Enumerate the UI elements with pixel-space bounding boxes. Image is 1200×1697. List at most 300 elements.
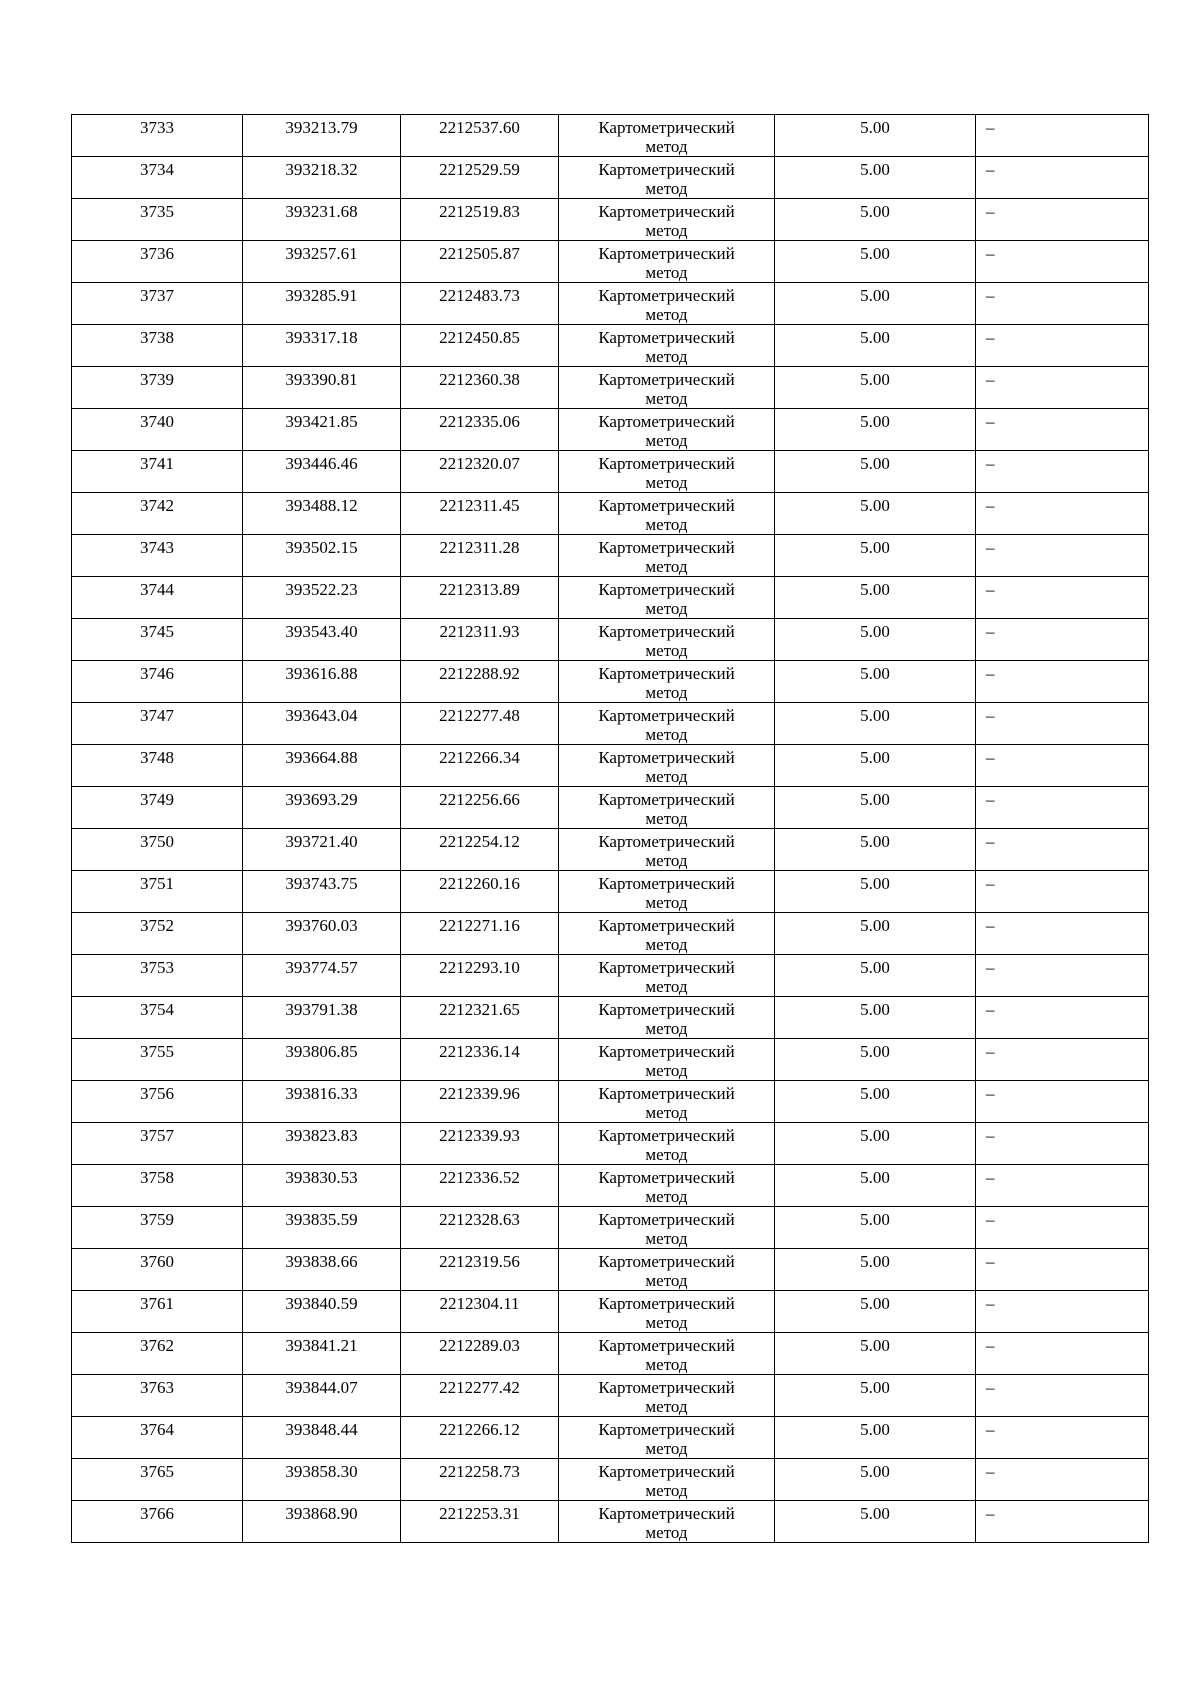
description-cell-text: – [986, 412, 995, 431]
precision-cell [775, 157, 976, 199]
method-cell [559, 535, 775, 577]
y-coordinate-cell-text: 2212519.83 [439, 202, 520, 221]
method-cell-text: Картометрический метод [598, 286, 735, 324]
description-cell-text: – [986, 1126, 995, 1145]
table-row [72, 577, 1149, 619]
x-coordinate-cell-text: 393213.79 [285, 118, 358, 137]
description-cell [976, 661, 1149, 703]
y-coordinate-cell [401, 367, 559, 409]
point-number-cell [72, 871, 243, 913]
point-number-cell [72, 157, 243, 199]
description-cell-text: – [986, 160, 995, 179]
x-coordinate-cell-text: 393840.59 [285, 1294, 358, 1313]
method-cell-text: Картометрический метод [598, 874, 735, 912]
description-cell [976, 283, 1149, 325]
precision-cell [775, 325, 976, 367]
precision-cell [775, 829, 976, 871]
y-coordinate-cell [401, 913, 559, 955]
method-cell [559, 115, 775, 157]
table-row [72, 955, 1149, 997]
precision-cell-text: 5.00 [860, 916, 890, 935]
precision-cell [775, 1291, 976, 1333]
x-coordinate-cell-text: 393488.12 [285, 496, 358, 515]
point-number-cell-text: 3754 [140, 1000, 174, 1019]
point-number-cell [72, 829, 243, 871]
y-coordinate-cell [401, 1459, 559, 1501]
table-row [72, 1123, 1149, 1165]
description-cell [976, 325, 1149, 367]
description-cell [976, 1081, 1149, 1123]
description-cell [976, 871, 1149, 913]
x-coordinate-cell-text: 393830.53 [285, 1168, 358, 1187]
method-cell [559, 367, 775, 409]
point-number-cell [72, 115, 243, 157]
description-cell-text: – [986, 916, 995, 935]
point-number-cell [72, 409, 243, 451]
precision-cell-text: 5.00 [860, 622, 890, 641]
y-coordinate-cell [401, 1291, 559, 1333]
x-coordinate-cell [243, 283, 401, 325]
method-cell-text: Картометрический метод [598, 1084, 735, 1122]
x-coordinate-cell-text: 393522.23 [285, 580, 358, 599]
point-number-cell-text: 3751 [140, 874, 174, 893]
precision-cell-text: 5.00 [860, 454, 890, 473]
method-cell [559, 1249, 775, 1291]
method-cell [559, 283, 775, 325]
precision-cell-text: 5.00 [860, 1420, 890, 1439]
precision-cell [775, 451, 976, 493]
description-cell [976, 577, 1149, 619]
description-cell [976, 787, 1149, 829]
table-row [72, 241, 1149, 283]
table-row [72, 451, 1149, 493]
method-cell [559, 787, 775, 829]
point-number-cell-text: 3745 [140, 622, 174, 641]
method-cell [559, 1165, 775, 1207]
y-coordinate-cell-text: 2212293.10 [439, 958, 520, 977]
description-cell-text: – [986, 118, 995, 137]
method-cell-text: Картометрический метод [598, 160, 735, 198]
x-coordinate-cell [243, 703, 401, 745]
y-coordinate-cell-text: 2212266.12 [439, 1420, 520, 1439]
x-coordinate-cell-text: 393774.57 [285, 958, 358, 977]
precision-cell [775, 1417, 976, 1459]
method-cell [559, 1501, 775, 1543]
precision-cell-text: 5.00 [860, 370, 890, 389]
y-coordinate-cell [401, 409, 559, 451]
y-coordinate-cell-text: 2212320.07 [439, 454, 520, 473]
description-cell-text: – [986, 454, 995, 473]
method-cell [559, 409, 775, 451]
table-row [72, 1333, 1149, 1375]
x-coordinate-cell [243, 1207, 401, 1249]
description-cell-text: – [986, 496, 995, 515]
x-coordinate-cell-text: 393760.03 [285, 916, 358, 935]
x-coordinate-cell [243, 367, 401, 409]
point-number-cell [72, 283, 243, 325]
point-number-cell [72, 325, 243, 367]
precision-cell-text: 5.00 [860, 244, 890, 263]
method-cell-text: Картометрический метод [598, 1378, 735, 1416]
y-coordinate-cell-text: 2212256.66 [439, 790, 520, 809]
x-coordinate-cell [243, 451, 401, 493]
precision-cell-text: 5.00 [860, 832, 890, 851]
precision-cell [775, 409, 976, 451]
table-row [72, 745, 1149, 787]
x-coordinate-cell [243, 661, 401, 703]
precision-cell-text: 5.00 [860, 538, 890, 557]
x-coordinate-cell-text: 393791.38 [285, 1000, 358, 1019]
x-coordinate-cell [243, 1501, 401, 1543]
y-coordinate-cell-text: 2212289.03 [439, 1336, 520, 1355]
precision-cell [775, 1501, 976, 1543]
point-number-cell [72, 1417, 243, 1459]
precision-cell [775, 619, 976, 661]
x-coordinate-cell-text: 393838.66 [285, 1252, 358, 1271]
table-row [72, 1291, 1149, 1333]
x-coordinate-cell [243, 1039, 401, 1081]
method-cell-text: Картометрический метод [598, 916, 735, 954]
method-cell [559, 1375, 775, 1417]
point-number-cell [72, 199, 243, 241]
table-row [72, 157, 1149, 199]
method-cell-text: Картометрический метод [598, 1252, 735, 1290]
y-coordinate-cell [401, 997, 559, 1039]
description-cell [976, 115, 1149, 157]
coordinates-table-body [72, 115, 1149, 1543]
method-cell [559, 955, 775, 997]
precision-cell-text: 5.00 [860, 1462, 890, 1481]
precision-cell [775, 1249, 976, 1291]
x-coordinate-cell [243, 241, 401, 283]
x-coordinate-cell [243, 1291, 401, 1333]
y-coordinate-cell [401, 325, 559, 367]
description-cell-text: – [986, 958, 995, 977]
precision-cell-text: 5.00 [860, 1126, 890, 1145]
y-coordinate-cell [401, 1081, 559, 1123]
x-coordinate-cell-text: 393841.21 [285, 1336, 358, 1355]
precision-cell-text: 5.00 [860, 874, 890, 893]
method-cell-text: Картометрический метод [598, 1462, 735, 1500]
method-cell-text: Картометрический метод [598, 664, 735, 702]
x-coordinate-cell-text: 393868.90 [285, 1504, 358, 1523]
x-coordinate-cell [243, 1165, 401, 1207]
y-coordinate-cell [401, 661, 559, 703]
x-coordinate-cell [243, 325, 401, 367]
y-coordinate-cell-text: 2212328.63 [439, 1210, 520, 1229]
point-number-cell-text: 3741 [140, 454, 174, 473]
y-coordinate-cell [401, 1165, 559, 1207]
x-coordinate-cell [243, 115, 401, 157]
y-coordinate-cell [401, 493, 559, 535]
point-number-cell [72, 1375, 243, 1417]
method-cell [559, 661, 775, 703]
method-cell [559, 703, 775, 745]
description-cell-text: – [986, 202, 995, 221]
table-row [72, 283, 1149, 325]
method-cell-text: Картометрический метод [598, 1126, 735, 1164]
precision-cell [775, 241, 976, 283]
y-coordinate-cell-text: 2212313.89 [439, 580, 520, 599]
precision-cell-text: 5.00 [860, 328, 890, 347]
table-row [72, 493, 1149, 535]
table-row [72, 703, 1149, 745]
precision-cell [775, 661, 976, 703]
x-coordinate-cell [243, 913, 401, 955]
precision-cell [775, 115, 976, 157]
precision-cell-text: 5.00 [860, 1252, 890, 1271]
description-cell [976, 1333, 1149, 1375]
table-row [72, 367, 1149, 409]
point-number-cell [72, 1207, 243, 1249]
method-cell [559, 157, 775, 199]
description-cell [976, 451, 1149, 493]
method-cell [559, 577, 775, 619]
precision-cell-text: 5.00 [860, 1504, 890, 1523]
method-cell-text: Картометрический метод [598, 832, 735, 870]
description-cell-text: – [986, 1252, 995, 1271]
precision-cell [775, 787, 976, 829]
x-coordinate-cell-text: 393446.46 [285, 454, 358, 473]
method-cell-text: Картометрический метод [598, 538, 735, 576]
y-coordinate-cell-text: 2212336.52 [439, 1168, 520, 1187]
description-cell-text: – [986, 538, 995, 557]
point-number-cell-text: 3750 [140, 832, 174, 851]
method-cell-text: Картометрический метод [598, 580, 735, 618]
point-number-cell-text: 3755 [140, 1042, 174, 1061]
method-cell-text: Картометрический метод [598, 1000, 735, 1038]
table-row [72, 1249, 1149, 1291]
description-cell-text: – [986, 328, 995, 347]
method-cell-text: Картометрический метод [598, 1210, 735, 1248]
method-cell-text: Картометрический метод [598, 622, 735, 660]
y-coordinate-cell-text: 2212339.96 [439, 1084, 520, 1103]
description-cell [976, 1039, 1149, 1081]
y-coordinate-cell-text: 2212277.42 [439, 1378, 520, 1397]
description-cell-text: – [986, 1504, 995, 1523]
precision-cell [775, 1207, 976, 1249]
method-cell [559, 619, 775, 661]
precision-cell-text: 5.00 [860, 160, 890, 179]
method-cell [559, 1123, 775, 1165]
point-number-cell [72, 1459, 243, 1501]
description-cell [976, 1459, 1149, 1501]
precision-cell [775, 703, 976, 745]
point-number-cell-text: 3765 [140, 1462, 174, 1481]
description-cell [976, 1291, 1149, 1333]
description-cell-text: – [986, 1462, 995, 1481]
point-number-cell-text: 3760 [140, 1252, 174, 1271]
precision-cell [775, 1333, 976, 1375]
point-number-cell-text: 3743 [140, 538, 174, 557]
description-cell-text: – [986, 370, 995, 389]
point-number-cell [72, 1249, 243, 1291]
x-coordinate-cell [243, 1333, 401, 1375]
precision-cell-text: 5.00 [860, 748, 890, 767]
table-row [72, 1417, 1149, 1459]
point-number-cell [72, 745, 243, 787]
y-coordinate-cell [401, 829, 559, 871]
x-coordinate-cell [243, 577, 401, 619]
point-number-cell [72, 577, 243, 619]
precision-cell-text: 5.00 [860, 496, 890, 515]
table-row [72, 1459, 1149, 1501]
y-coordinate-cell-text: 2212258.73 [439, 1462, 520, 1481]
description-cell-text: – [986, 706, 995, 725]
point-number-cell-text: 3763 [140, 1378, 174, 1397]
y-coordinate-cell-text: 2212311.45 [439, 496, 520, 515]
precision-cell-text: 5.00 [860, 1084, 890, 1103]
point-number-cell-text: 3766 [140, 1504, 174, 1523]
table-row [72, 1039, 1149, 1081]
description-cell [976, 535, 1149, 577]
x-coordinate-cell [243, 1123, 401, 1165]
point-number-cell [72, 1333, 243, 1375]
description-cell [976, 1165, 1149, 1207]
point-number-cell [72, 787, 243, 829]
table-row [72, 409, 1149, 451]
precision-cell [775, 535, 976, 577]
x-coordinate-cell-text: 393844.07 [285, 1378, 358, 1397]
x-coordinate-cell [243, 493, 401, 535]
precision-cell [775, 493, 976, 535]
x-coordinate-cell-text: 393257.61 [285, 244, 358, 263]
method-cell [559, 241, 775, 283]
method-cell [559, 1039, 775, 1081]
method-cell-text: Картометрический метод [598, 1168, 735, 1206]
method-cell-text: Картометрический метод [598, 328, 735, 366]
point-number-cell-text: 3738 [140, 328, 174, 347]
point-number-cell [72, 955, 243, 997]
y-coordinate-cell [401, 703, 559, 745]
precision-cell-text: 5.00 [860, 706, 890, 725]
method-cell-text: Картометрический метод [598, 748, 735, 786]
precision-cell [775, 955, 976, 997]
point-number-cell [72, 1291, 243, 1333]
y-coordinate-cell-text: 2212288.92 [439, 664, 520, 683]
table-row [72, 199, 1149, 241]
description-cell [976, 997, 1149, 1039]
description-cell [976, 1207, 1149, 1249]
precision-cell-text: 5.00 [860, 1294, 890, 1313]
description-cell-text: – [986, 1210, 995, 1229]
description-cell [976, 619, 1149, 661]
point-number-cell [72, 1165, 243, 1207]
description-cell [976, 913, 1149, 955]
description-cell-text: – [986, 1378, 995, 1397]
description-cell-text: – [986, 1168, 995, 1187]
y-coordinate-cell-text: 2212537.60 [439, 118, 520, 137]
y-coordinate-cell-text: 2212360.38 [439, 370, 520, 389]
description-cell-text: – [986, 748, 995, 767]
point-number-cell-text: 3752 [140, 916, 174, 935]
table-row [72, 661, 1149, 703]
y-coordinate-cell [401, 1123, 559, 1165]
description-cell [976, 241, 1149, 283]
x-coordinate-cell-text: 393285.91 [285, 286, 358, 305]
point-number-cell-text: 3734 [140, 160, 174, 179]
x-coordinate-cell [243, 1249, 401, 1291]
y-coordinate-cell-text: 2212253.31 [439, 1504, 520, 1523]
description-cell [976, 1249, 1149, 1291]
y-coordinate-cell-text: 2212277.48 [439, 706, 520, 725]
point-number-cell [72, 367, 243, 409]
x-coordinate-cell [243, 1417, 401, 1459]
method-cell [559, 199, 775, 241]
y-coordinate-cell [401, 1501, 559, 1543]
y-coordinate-cell [401, 535, 559, 577]
description-cell-text: – [986, 1420, 995, 1439]
table-row [72, 1207, 1149, 1249]
y-coordinate-cell [401, 577, 559, 619]
point-number-cell [72, 1039, 243, 1081]
point-number-cell-text: 3759 [140, 1210, 174, 1229]
precision-cell [775, 1123, 976, 1165]
y-coordinate-cell-text: 2212304.11 [439, 1294, 520, 1313]
point-number-cell [72, 661, 243, 703]
description-cell [976, 745, 1149, 787]
y-coordinate-cell [401, 1039, 559, 1081]
table-row [72, 829, 1149, 871]
method-cell-text: Картометрический метод [598, 1294, 735, 1332]
point-number-cell [72, 1501, 243, 1543]
method-cell-text: Картометрический метод [598, 496, 735, 534]
x-coordinate-cell-text: 393816.33 [285, 1084, 358, 1103]
y-coordinate-cell [401, 1249, 559, 1291]
precision-cell [775, 871, 976, 913]
y-coordinate-cell-text: 2212321.65 [439, 1000, 520, 1019]
point-number-cell-text: 3735 [140, 202, 174, 221]
table-row [72, 115, 1149, 157]
x-coordinate-cell-text: 393543.40 [285, 622, 358, 641]
description-cell [976, 1417, 1149, 1459]
x-coordinate-cell-text: 393390.81 [285, 370, 358, 389]
description-cell [976, 409, 1149, 451]
precision-cell [775, 745, 976, 787]
y-coordinate-cell [401, 241, 559, 283]
precision-cell [775, 1081, 976, 1123]
precision-cell-text: 5.00 [860, 1378, 890, 1397]
y-coordinate-cell-text: 2212529.59 [439, 160, 520, 179]
point-number-cell-text: 3744 [140, 580, 174, 599]
method-cell [559, 997, 775, 1039]
method-cell [559, 913, 775, 955]
x-coordinate-cell-text: 393317.18 [285, 328, 358, 347]
x-coordinate-cell [243, 745, 401, 787]
x-coordinate-cell [243, 871, 401, 913]
precision-cell [775, 1375, 976, 1417]
point-number-cell [72, 1081, 243, 1123]
y-coordinate-cell-text: 2212339.93 [439, 1126, 520, 1145]
precision-cell [775, 367, 976, 409]
y-coordinate-cell-text: 2212254.12 [439, 832, 520, 851]
x-coordinate-cell [243, 829, 401, 871]
method-cell [559, 829, 775, 871]
description-cell-text: – [986, 580, 995, 599]
point-number-cell-text: 3737 [140, 286, 174, 305]
x-coordinate-cell [243, 955, 401, 997]
method-cell [559, 325, 775, 367]
method-cell [559, 1207, 775, 1249]
point-number-cell [72, 493, 243, 535]
precision-cell [775, 997, 976, 1039]
point-number-cell-text: 3762 [140, 1336, 174, 1355]
y-coordinate-cell [401, 1417, 559, 1459]
precision-cell [775, 283, 976, 325]
description-cell [976, 1123, 1149, 1165]
point-number-cell-text: 3747 [140, 706, 174, 725]
method-cell [559, 1333, 775, 1375]
